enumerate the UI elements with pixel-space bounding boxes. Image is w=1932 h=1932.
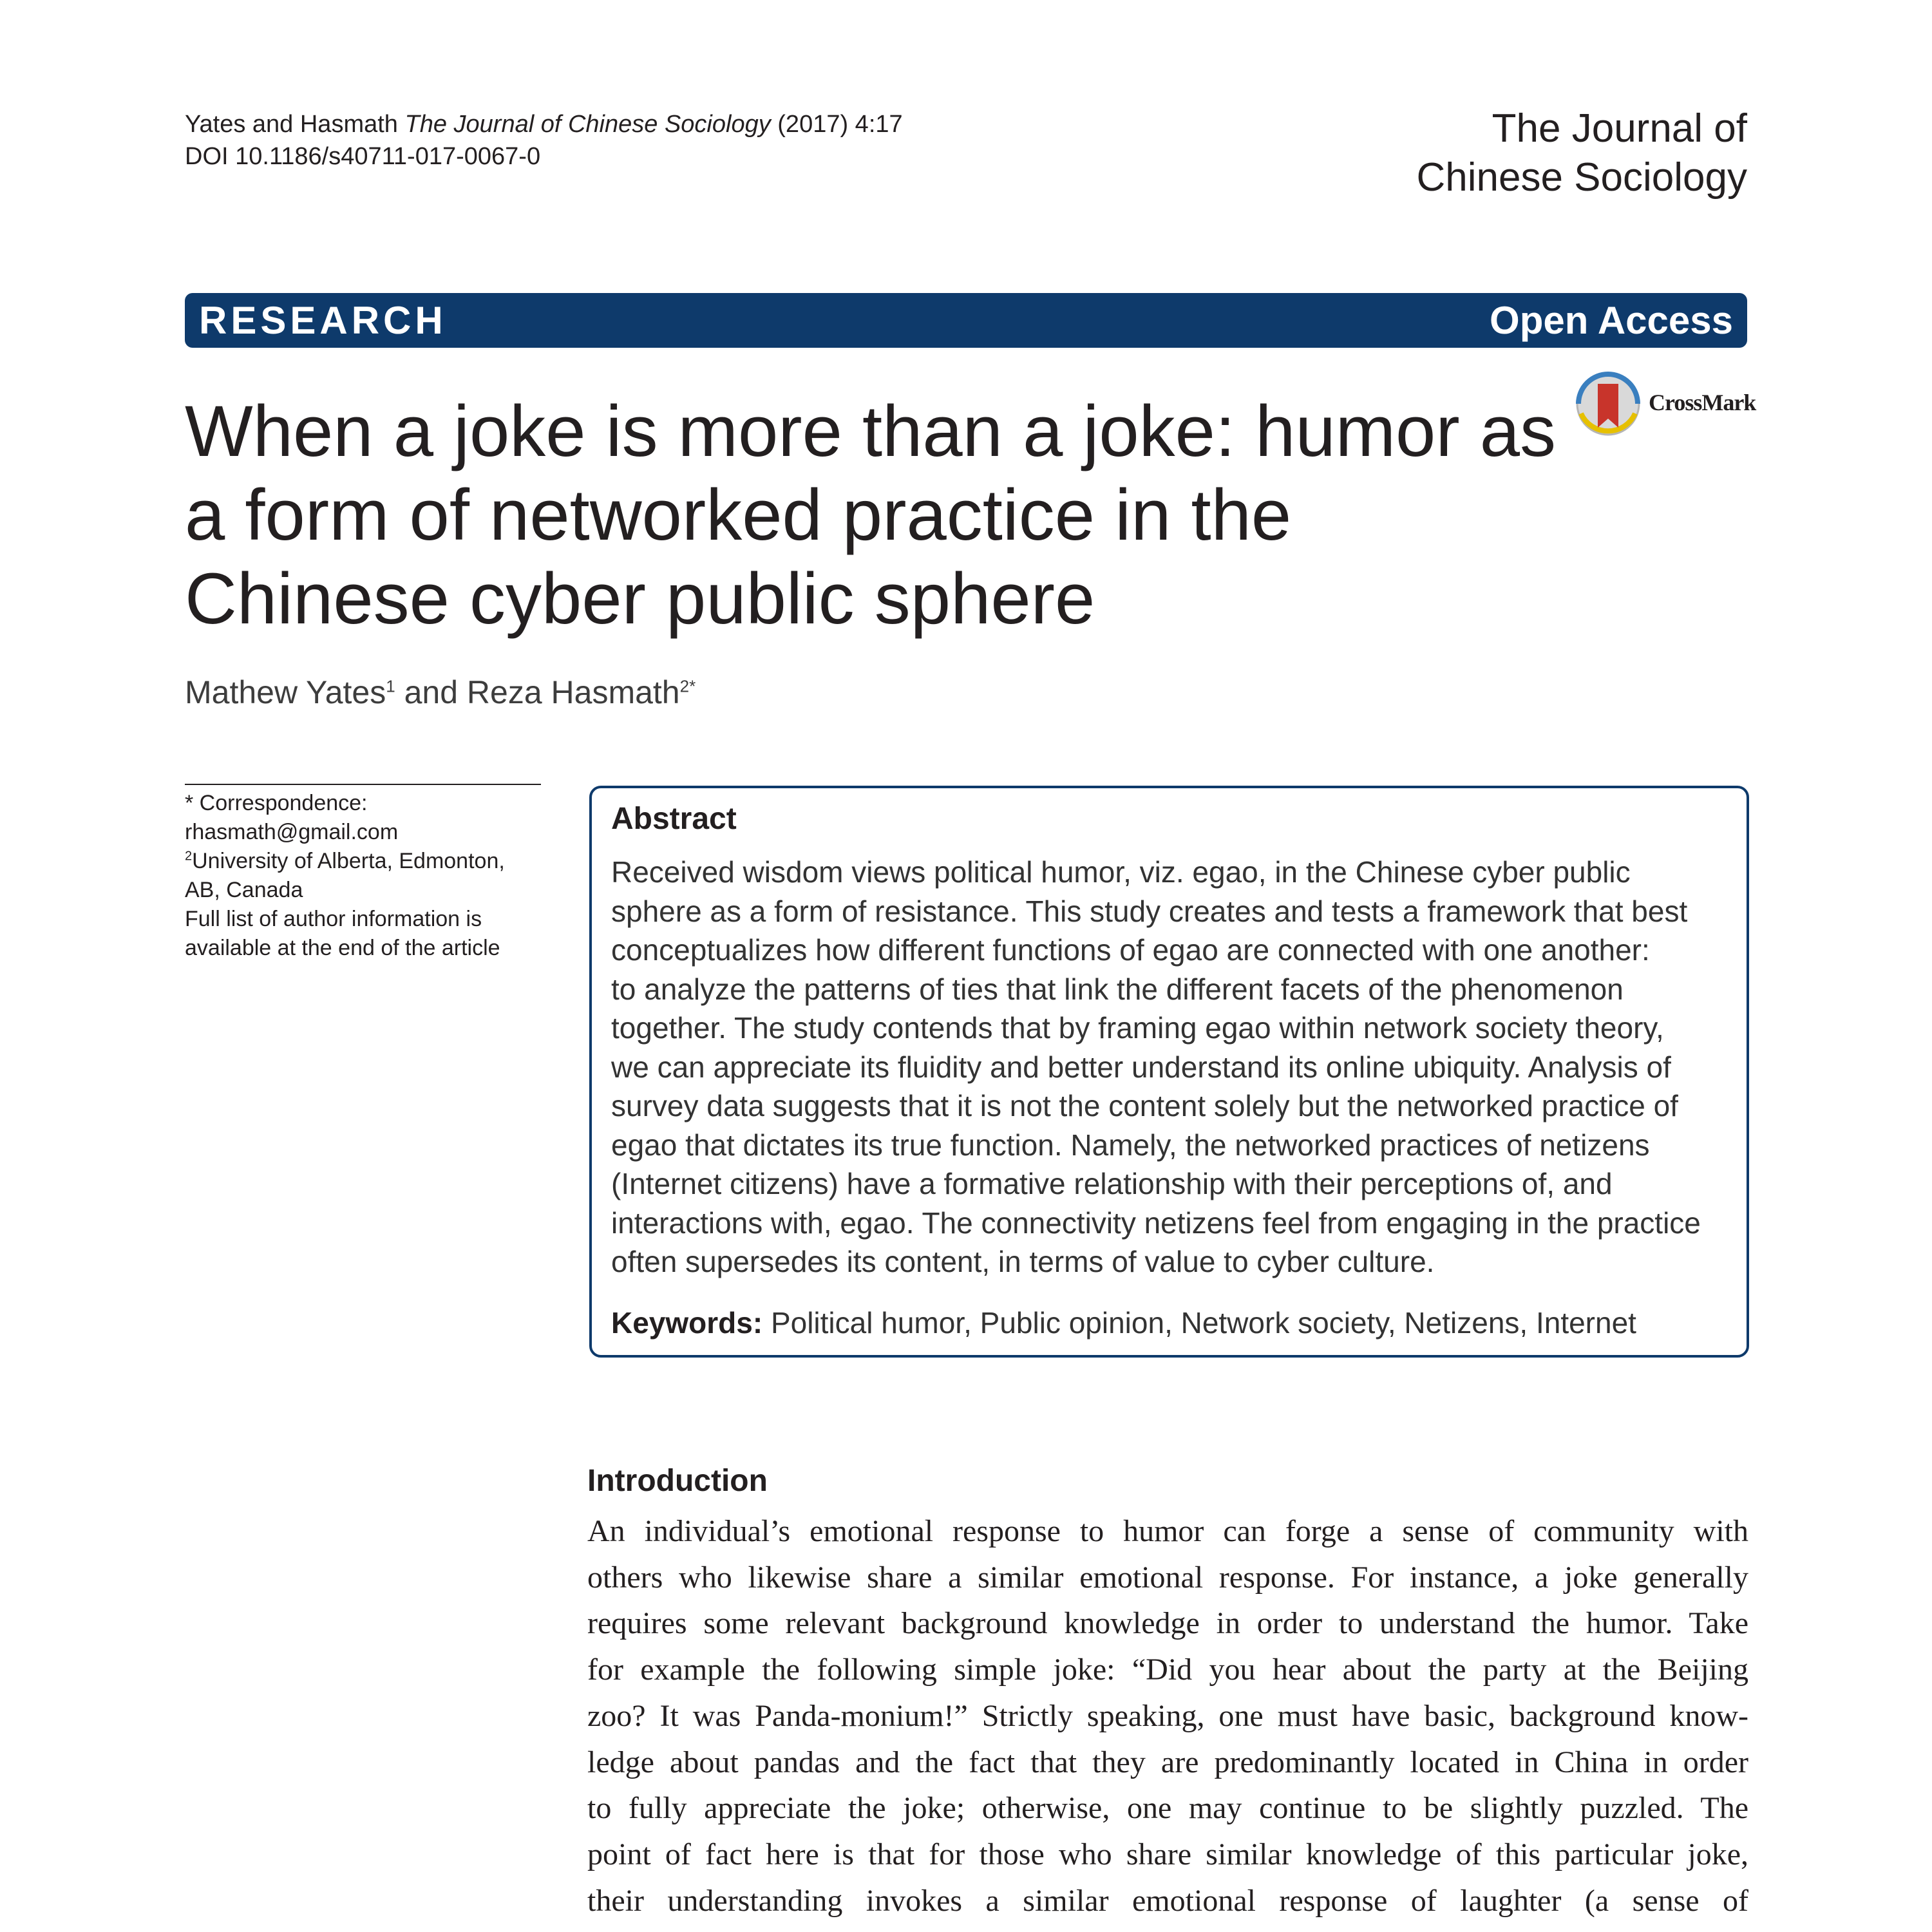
body-line: ledge about pandas and the fact that they are predominantly located in China in order	[587, 1745, 1748, 1779]
abstract-line: interactions with, egao. The connectivity netizens feel from engaging in the practice	[611, 1206, 1701, 1240]
author-info-note: Full list of author information is	[185, 907, 482, 931]
body-line: to fully appreciate the joke; otherwise, one may continue to be slightly puzzled. The	[587, 1791, 1748, 1826]
abstract-line: often supersedes its content, in terms of value to cyber culture.	[611, 1245, 1435, 1278]
abstract-line: to analyze the patterns of ties that link the different facets of the phenomenon	[611, 972, 1624, 1006]
article-type-label: RESEARCH	[199, 299, 447, 342]
journal-name	[1296, 104, 1747, 202]
body-line: their understanding invokes a similar emotional response of laughter (a sense of	[587, 1883, 1748, 1918]
author-list	[185, 670, 696, 715]
affiliation-marker: 2	[185, 849, 193, 864]
abstract-line: Received wisdom views political humor, viz. egao, in the Chinese cyber public	[611, 855, 1631, 889]
author-name: Mathew Yates	[185, 674, 386, 710]
abstract-line: conceptualizes how different functions of egao are connected with one another:	[611, 933, 1650, 967]
keywords-label: Keywords:	[611, 1306, 763, 1340]
abstract-line: egao that dictates its true function. Namely, the networked practices of netizens	[611, 1128, 1650, 1162]
body-line: others who likewise share a similar emotional response. For instance, a joke generally	[587, 1560, 1748, 1595]
introduction-heading: Introduction	[587, 1464, 768, 1498]
journal-name-line-1: The Journal of	[1492, 106, 1747, 151]
affiliation-marker: 1	[386, 676, 395, 696]
body-line: point of fact here is that for those who share similar knowledge of this particular joke,	[587, 1837, 1748, 1871]
title-line-2: a form of networked practice in the	[185, 475, 1292, 555]
citation-line	[185, 108, 903, 140]
affiliation-text: University of Alberta, Edmonton,	[192, 849, 505, 873]
author-separator: and	[395, 674, 467, 710]
correspondence-notes	[185, 789, 545, 963]
abstract-line: together. The study contends that by framing egao within network society theory,	[611, 1011, 1664, 1045]
side-notes-divider	[185, 784, 541, 785]
citation-volume: (2017) 4:17	[777, 111, 903, 138]
open-access-label: Open Access	[1490, 299, 1733, 342]
abstract-box	[589, 786, 1749, 1358]
body-line: requires some relevant background knowledge in order to understand the humor. Take	[587, 1606, 1748, 1641]
affiliation-marker: 2*	[679, 676, 696, 696]
abstract-line: sphere as a form of resistance. This study creates and tests a framework that best	[611, 894, 1688, 928]
abstract-heading: Abstract	[611, 802, 737, 836]
authors-short: Yates and Hasmath	[185, 111, 398, 138]
journal-name-line-2: Chinese Sociology	[1416, 155, 1747, 200]
body-line: for example the following simple joke: “Did you hear about the party at the Beijing	[587, 1653, 1748, 1687]
correspondence-email[interactable]: rhasmath@gmail.com	[185, 820, 399, 844]
body-line: zoo? It was Panda-monium!” Strictly speaking, one must have basic, background know-	[587, 1698, 1748, 1733]
abstract-text	[611, 853, 1738, 1282]
journal-italic: The Journal of Chinese Sociology	[404, 111, 771, 138]
correspondence-label: * Correspondence:	[185, 791, 368, 815]
abstract-line: we can appreciate its fluidity and better understand its online ubiquity. Analysis of	[611, 1050, 1671, 1084]
author-info-note: available at the end of the article	[185, 936, 500, 960]
keywords-list: Political humor, Public opinion, Network society, Netizens, Internet	[762, 1306, 1636, 1340]
article-title	[185, 390, 1602, 641]
title-line-1: When a joke is more than a joke: humor as	[185, 391, 1557, 471]
abstract-line: (Internet citizens) have a formative relationship with their perceptions of, and	[611, 1167, 1613, 1200]
crossmark-label: CrossMark	[1649, 390, 1756, 415]
affiliation-line	[185, 847, 545, 876]
title-line-3: Chinese cyber public sphere	[185, 558, 1095, 639]
affiliation-line: AB, Canada	[185, 878, 303, 902]
introduction-body	[587, 1508, 1748, 1924]
article-type-banner	[185, 293, 1747, 348]
doi-link[interactable]: DOI 10.1186/s40711-017-0067-0	[185, 143, 541, 170]
body-line: An individual’s emotional response to humor can forge a sense of community with	[587, 1514, 1748, 1548]
author-name: Reza Hasmath	[466, 674, 680, 710]
abstract-line: survey data suggests that it is not the content solely but the networked practice of	[611, 1089, 1678, 1122]
keywords-line	[611, 1303, 1636, 1342]
